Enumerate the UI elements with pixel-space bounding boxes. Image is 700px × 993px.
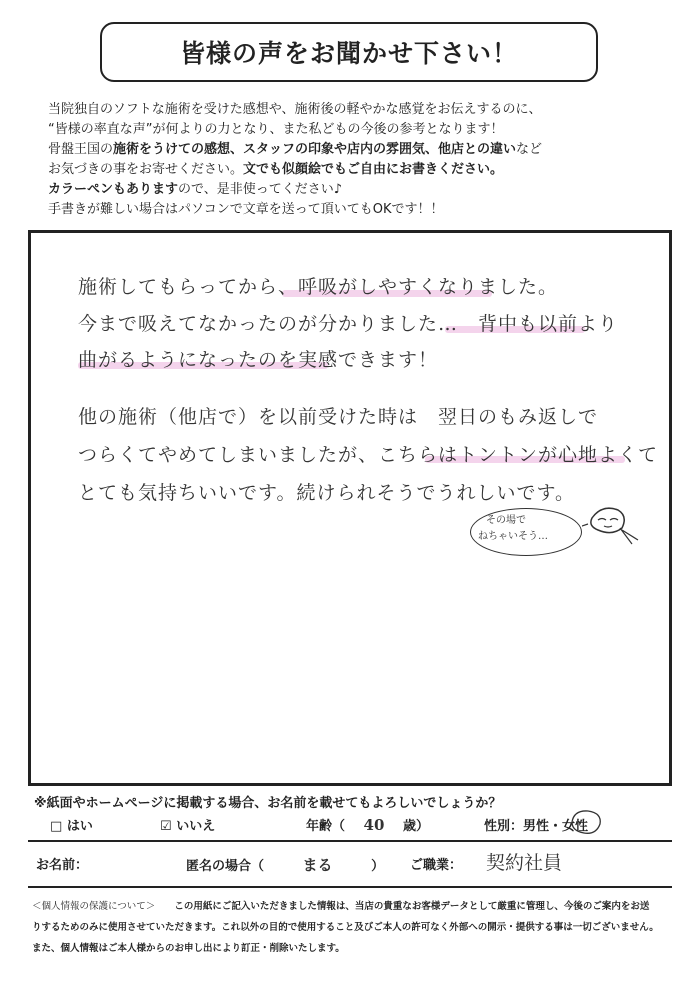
option-no-label: いいえ bbox=[176, 819, 216, 834]
privacy-heading: ＜個人情報の保護について＞ bbox=[32, 901, 156, 912]
intro-line-2: “皆様の率直な声”が何よりの力となり、また私どもの今後の参考となります！ bbox=[48, 122, 504, 137]
name-label: お名前： bbox=[36, 858, 89, 873]
comment-line: とても気持ちいいです。続けられそうでうれしいです。 bbox=[78, 482, 575, 504]
sleepy-face-doodle bbox=[582, 500, 642, 550]
anon-label: 匿名の場合（ bbox=[186, 859, 265, 874]
age-label: 年齢（ bbox=[306, 819, 346, 834]
privacy-notice bbox=[32, 896, 682, 959]
checkbox-no[interactable]: ☑ bbox=[160, 819, 172, 834]
divider bbox=[28, 886, 672, 888]
privacy-line-1 bbox=[32, 896, 682, 917]
title-box bbox=[100, 22, 598, 82]
intro-text-bold: 施術をうけての感想、スタッフの印象や店内の雰囲気、他店との違い bbox=[113, 142, 517, 157]
consent-question: ※紙面やホームページに掲載する場合、お名前を載せてもよろしいでしょうか？ bbox=[34, 796, 502, 811]
comment-line: 施術してもらってから、呼吸がしやすくなりました。 bbox=[78, 276, 559, 298]
intro-line-3 bbox=[48, 140, 688, 160]
comment-line: 今まで吸えてなかったのが分かりました… 背中も以前より bbox=[78, 313, 619, 335]
intro-text-bold: カラーペンもあります bbox=[48, 182, 179, 197]
age-field bbox=[306, 815, 429, 834]
intro-line-5 bbox=[48, 180, 688, 200]
age-unit: 歳） bbox=[402, 819, 429, 834]
job-label: ご職業： bbox=[410, 858, 463, 873]
bubble-text-2: ねちゃいそう… bbox=[478, 531, 548, 542]
privacy-text: この用紙にご記入いただきました情報は、当店の貴重なお客様データとして厳重に管理し、今後のご案内をお送 bbox=[174, 901, 650, 912]
intro-line-4 bbox=[48, 160, 688, 180]
gender-circle-mark bbox=[568, 808, 604, 836]
age-value[interactable]: 40 bbox=[363, 816, 385, 834]
checkbox-yes[interactable]: □ bbox=[50, 819, 63, 834]
intro-text-bold: 文でも似顔絵でもご自由にお書きください。 bbox=[243, 162, 504, 177]
gender-field[interactable]: 性別：男性・女性 bbox=[484, 819, 589, 834]
page-title: 皆様の声をお聞かせ下さい！ bbox=[179, 39, 518, 68]
anon-field bbox=[186, 854, 384, 875]
divider bbox=[28, 840, 672, 842]
anon-close: ） bbox=[371, 859, 385, 874]
comment-line: 曲がるようになったのを実感できます！ bbox=[78, 349, 439, 371]
intro-text-plain: お気づきの事をお寄せください。 bbox=[48, 162, 244, 177]
option-yes[interactable] bbox=[50, 815, 93, 834]
intro-text-plain: など bbox=[516, 142, 543, 157]
comment-line: 他の施術（他店で）を以前受けた時は 翌日のもみ返しで bbox=[78, 406, 599, 428]
job-value[interactable]: 契約社員 bbox=[486, 852, 563, 874]
privacy-line-3: また、個人情報はご本人様からのお申し出により訂正・削除いたします。 bbox=[32, 943, 345, 954]
anon-value[interactable]: まる bbox=[302, 856, 333, 874]
option-no[interactable] bbox=[160, 815, 215, 834]
intro-line-6: 手書きが難しい場合はパソコンで文章を送って頂いてもOKです！！ bbox=[48, 202, 444, 217]
privacy-line-2: りするためのみに使用させていただきます。これ以外の目的で使用すること及びご本人の許可なく外部への開示・提供する事は一切ございません。 bbox=[32, 922, 659, 933]
option-yes-label: はい bbox=[66, 819, 93, 834]
intro-line-1: 当院独自のソフトな施術を受けた感想や、施術後の軽やかな感覚をお伝えするのに、 bbox=[48, 102, 542, 117]
intro-text bbox=[48, 100, 688, 220]
intro-text-plain: 骨盤王国の bbox=[48, 142, 114, 157]
bubble-text-1: その場で bbox=[486, 515, 526, 526]
comment-line: つらくてやめてしまいましたが、こちらはトントンが心地よくて bbox=[78, 444, 659, 466]
intro-text-plain: ので、是非使ってください♪ bbox=[178, 182, 343, 197]
